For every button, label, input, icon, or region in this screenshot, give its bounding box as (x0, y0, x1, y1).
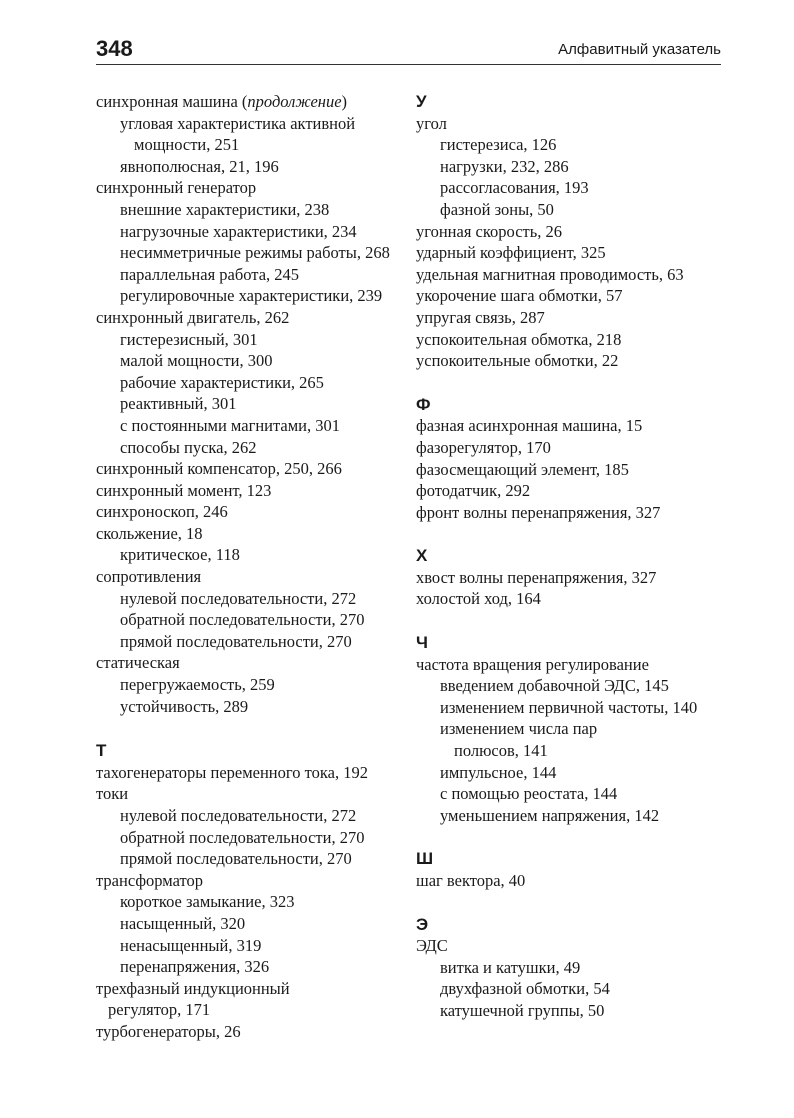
running-header (96, 36, 721, 65)
index-entry: укорочение шага обмотки, 57 (416, 286, 623, 306)
index-column-left (96, 91, 401, 1043)
index-entry: холостой ход, 164 (416, 589, 541, 609)
running-title: Алфавитный указатель (558, 41, 721, 58)
continuation-note: продолжение (247, 92, 342, 111)
index-entry: статическая (96, 653, 180, 673)
index-entry: трансформатор (96, 870, 204, 890)
index-subentry: гистерезиса, 126 (440, 135, 557, 155)
section-letter-e: Э (416, 914, 429, 934)
index-subentry: прямой последовательности, 270 (120, 631, 352, 651)
index-entry: ударный коэффициент, 325 (416, 243, 606, 263)
index-subentry: двухфазной обмотки, 54 (440, 979, 610, 999)
index-subentry: изменением числа пар (440, 719, 598, 739)
index-entry: синхронный момент, 123 (96, 480, 272, 500)
index-subentry: короткое замыкание, 323 (120, 892, 295, 912)
index-entry: фазная асинхронная машина, 15 (416, 416, 643, 436)
index-entry: удельная магнитная проводимость, 63 (416, 264, 684, 284)
index-column-right (416, 91, 726, 1022)
index-subentry: гистерезисный, 301 (120, 329, 258, 349)
index-entry: фотодатчик, 292 (416, 481, 531, 501)
index-subentry: с помощью реостата, 144 (440, 784, 618, 804)
index-subentry: обратной последовательности, 270 (120, 827, 365, 847)
section-letter-f: Ф (416, 394, 431, 414)
index-entry: ЭДС (416, 936, 448, 956)
index-entry-continuation: регулятор, 171 (108, 1000, 211, 1020)
section-letter-h: Х (416, 546, 428, 566)
index-entry: фазорегулятор, 170 (416, 437, 551, 457)
index-subentry: внешние характеристики, 238 (120, 199, 330, 219)
index-entry: хвост волны перенапряжения, 327 (416, 567, 657, 587)
page-number: 348 (96, 36, 133, 61)
index-subentry: уменьшением напряжения, 142 (440, 805, 660, 825)
index-subentry: рабочие характеристики, 265 (120, 372, 324, 392)
index-subentry: прямой последовательности, 270 (120, 849, 352, 869)
index-subentry: изменением первичной частоты, 140 (440, 697, 698, 717)
index-subentry: обратной последовательности, 270 (120, 610, 365, 630)
index-subentry: способы пуска, 262 (120, 437, 257, 457)
index-subentry-continuation: мощности, 251 (134, 135, 240, 155)
index-entry: синхронный двигатель, 262 (96, 307, 290, 327)
section-letter-u: У (416, 92, 427, 111)
index-subentry: нагрузочные характеристики, 234 (120, 221, 357, 241)
index-subentry-continuation: полюсов, 141 (454, 741, 548, 761)
index-entry: частота вращения регулирование (416, 654, 649, 674)
index-entry: синхронный компенсатор, 250, 266 (96, 459, 342, 479)
index-entry: синхронная машина (продолжение) (96, 92, 348, 111)
index-subentry: нагрузки, 232, 286 (440, 156, 569, 176)
section-gap (416, 523, 726, 545)
section-gap (416, 892, 726, 914)
index-subentry: перегружаемость, 259 (120, 675, 275, 695)
index-subentry: витка и катушки, 49 (440, 957, 581, 977)
index-entry: угонная скорость, 26 (416, 221, 563, 241)
index-entry: синхронный генератор (96, 178, 257, 198)
index-subentry: нулевой последовательности, 272 (120, 588, 357, 608)
section-gap (416, 826, 726, 848)
index-subentry: нулевой последовательности, 272 (120, 806, 357, 825)
index-entry: успокоительные обмотки, 22 (416, 351, 619, 371)
index-entry: токи (96, 784, 129, 804)
index-subentry: несимметричные режимы работы, 268 (120, 243, 390, 263)
index-entry: турбогенераторы, 26 (96, 1021, 241, 1041)
index-entry: фронт волны перенапряжения, 327 (416, 502, 661, 522)
index-subentry: введением добавочной ЭДС, 145 (440, 676, 669, 696)
index-subentry: устойчивость, 289 (120, 696, 249, 716)
index-subentry: регулировочные характеристики, 239 (120, 286, 383, 306)
index-subentry: критическое, 118 (120, 545, 240, 565)
index-entry: трехфазный индукционный (96, 978, 290, 998)
index-entry: угол (416, 113, 447, 133)
index-subentry: импульсное, 144 (440, 762, 557, 782)
index-entry: фазосмещающий элемент, 185 (416, 459, 629, 479)
index-subentry: перенапряжения, 326 (120, 957, 270, 977)
index-subentry: малой мощности, 300 (120, 351, 273, 371)
index-entry: тахогенераторы переменного тока, 192 (96, 762, 368, 782)
index-entry: сопротивления (96, 567, 202, 587)
index-entry: шаг вектора, 40 (416, 871, 526, 890)
index-subentry: фазной зоны, 50 (440, 199, 554, 219)
index-subentry: параллельная работа, 245 (120, 264, 300, 284)
index-subentry: ненасыщенный, 319 (120, 935, 262, 955)
section-gap (416, 610, 726, 632)
index-subentry: насыщенный, 320 (120, 913, 246, 933)
index-subentry: реактивный, 301 (120, 394, 237, 414)
index-subentry: с постоянными магнитами, 301 (120, 415, 341, 435)
index-subentry: рассогласования, 193 (440, 178, 589, 198)
section-letter-t: Т (96, 741, 107, 761)
section-letter-sh: Ш (416, 849, 434, 869)
index-entry: успокоительная обмотка, 218 (416, 329, 622, 349)
index-subentry: явнополюсная, 21, 196 (120, 156, 279, 176)
section-gap (96, 717, 401, 740)
index-entry: скольжение, 18 (96, 523, 203, 543)
index-subentry: катушечной группы, 50 (440, 1000, 605, 1020)
index-entry: синхроноскоп, 246 (96, 502, 228, 522)
index-subentry: угловая характеристика активной (120, 113, 356, 133)
section-letter-ch: Ч (416, 633, 428, 653)
index-entry: упругая связь, 287 (416, 307, 545, 327)
section-gap (416, 372, 726, 394)
